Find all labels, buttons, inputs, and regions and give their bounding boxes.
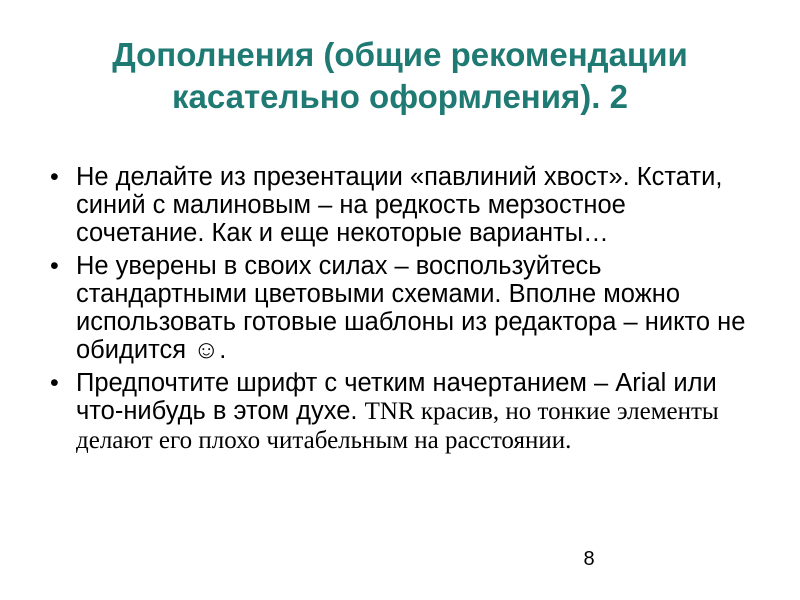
bullet-marker: • — [50, 252, 59, 280]
bullet-text: Не уверены в своих силах – воспользуйтесь стандартными цветовыми схемами. Вполне можно использовать готовые шаблоны из редактора – никто не обидится ☺. — [76, 252, 746, 364]
bullet-marker: • — [50, 163, 59, 191]
bullet-text-serif: TNR красив, но тонкие элементы делают его плохо читабельным на расстоянии. — [76, 398, 719, 454]
bullet-item — [46, 369, 756, 455]
title-line-1: Дополнения (общие рекомендации — [112, 36, 688, 73]
page-number: 8 — [583, 548, 595, 570]
bullet-item — [46, 252, 756, 364]
bullet-text-sans: Предпочтите шрифт с четким начертанием – Arial или что-нибудь в этом духе. — [76, 369, 717, 425]
bullet-text: Не делайте из презентации «павлиний хвост». Кстати, синий с малиновым – на редкость мерзостное сочетание. Как и еще некоторые варианты… — [76, 163, 723, 247]
bullet-list — [46, 163, 756, 460]
bullet-item — [46, 163, 756, 247]
bullet-marker: • — [50, 369, 59, 397]
title-line-2: касательно оформления). 2 — [172, 78, 628, 115]
slide-title — [40, 34, 760, 118]
